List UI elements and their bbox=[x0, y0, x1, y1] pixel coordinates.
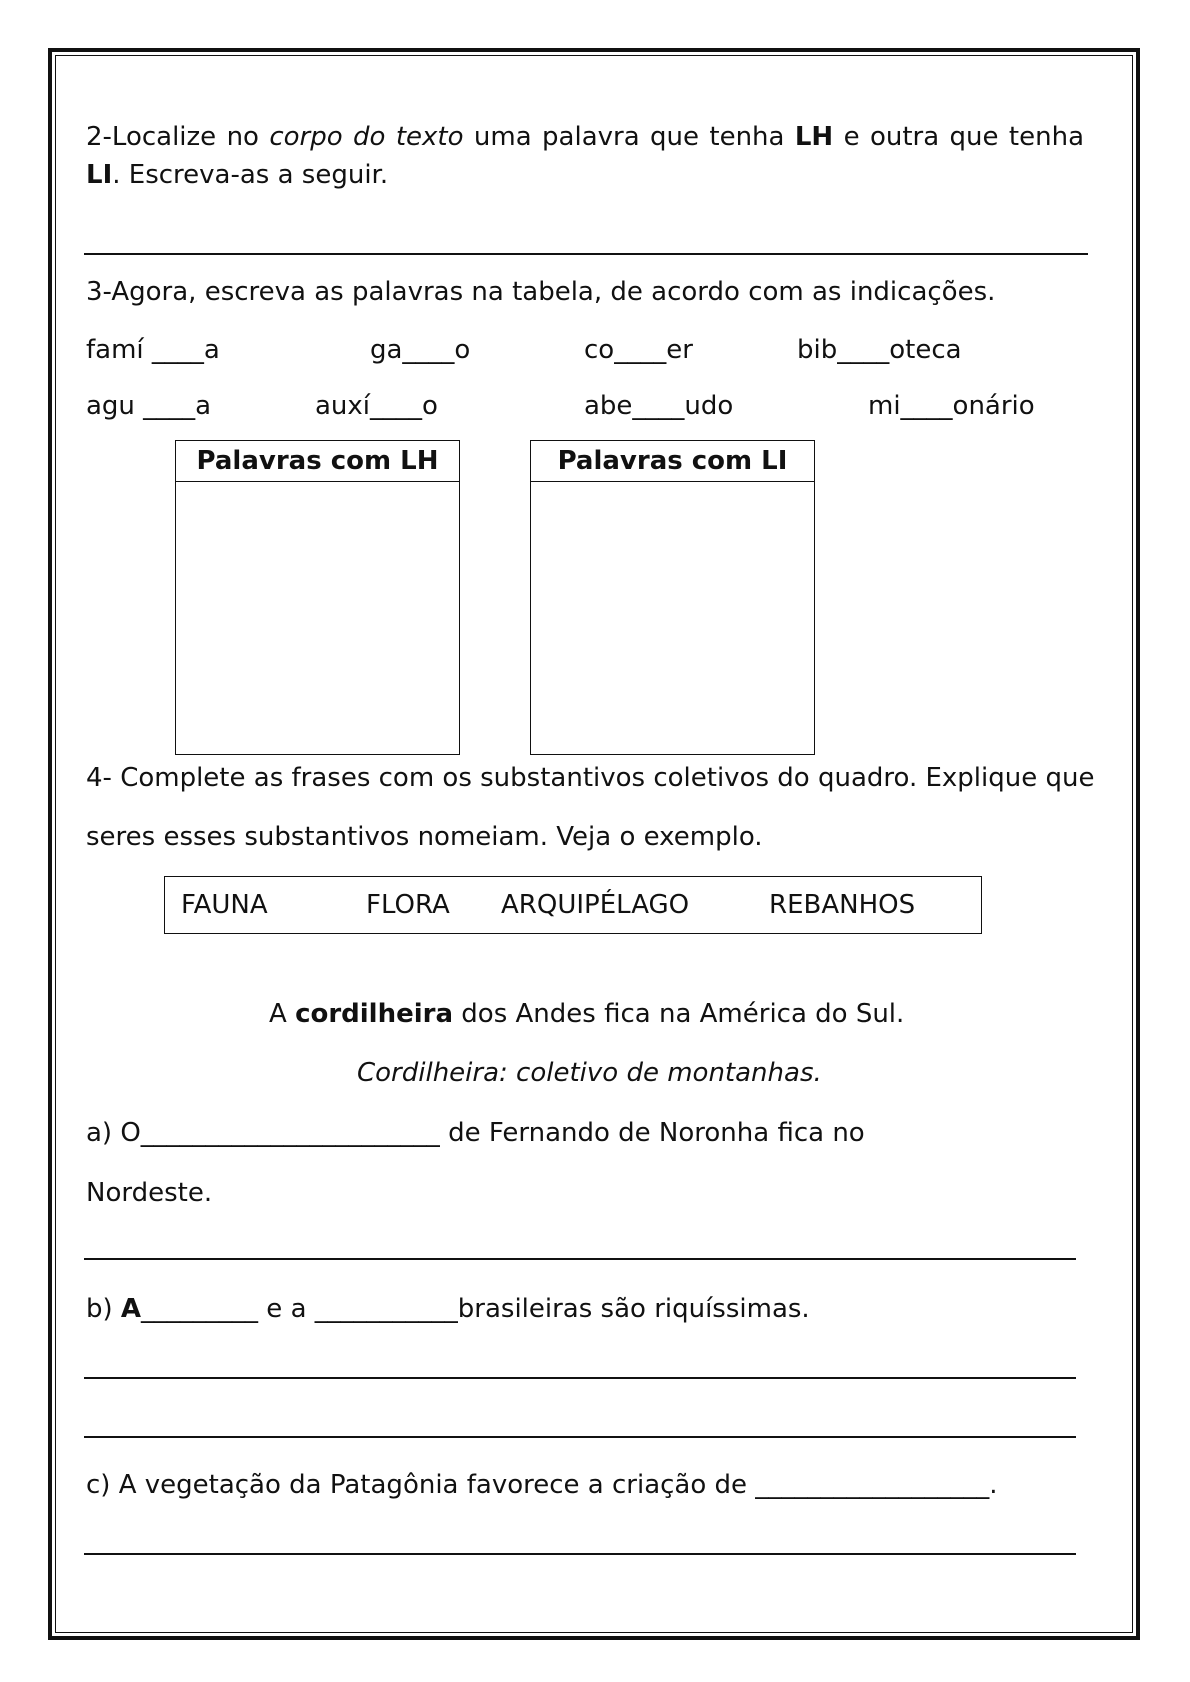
table-li[interactable] bbox=[530, 440, 815, 755]
q3-word-1: famí ____a bbox=[86, 335, 220, 365]
q2-line2 bbox=[86, 162, 388, 188]
q2-line1 bbox=[86, 124, 1084, 150]
q2-answer-line[interactable] bbox=[84, 253, 1088, 255]
q3-word-2: ga____o bbox=[370, 335, 471, 365]
q4-c-answer-line[interactable] bbox=[84, 1553, 1076, 1555]
q2-text-rest: . Escreva-as a seguir. bbox=[112, 160, 389, 190]
q2-text-bold-lh: LH bbox=[794, 122, 834, 152]
bank-word-fauna: FAUNA bbox=[181, 890, 268, 920]
q2-text-e: e outra que tenha bbox=[843, 122, 1084, 152]
example-sentence bbox=[269, 1001, 904, 1027]
q4-b bbox=[86, 1296, 810, 1322]
q4-b-answer-line-1[interactable] bbox=[84, 1377, 1076, 1379]
table-lh[interactable] bbox=[175, 440, 460, 755]
example-pre: A bbox=[269, 999, 287, 1029]
q4-c: c) A vegetação da Patagônia favorece a criação de __________________. bbox=[86, 1470, 998, 1500]
q4-a-line2: Nordeste. bbox=[86, 1178, 213, 1208]
bank-word-flora: FLORA bbox=[366, 890, 450, 920]
q4-b-pre: b) bbox=[86, 1294, 121, 1324]
q2-text-italic: corpo do texto bbox=[269, 122, 464, 152]
q3-word-4: bib____oteca bbox=[797, 335, 962, 365]
q4-a-line1: a) O_______________________ de Fernando de Noronha fica no bbox=[86, 1118, 865, 1148]
table-li-header: Palavras com LI bbox=[531, 441, 814, 482]
example-post: dos Andes fica na América do Sul. bbox=[461, 999, 905, 1029]
q3-prompt: 3-Agora, escreva as palavras na tabela, de acordo com as indicações. bbox=[86, 277, 996, 307]
q4-a-answer-line[interactable] bbox=[84, 1258, 1076, 1260]
q4-b-post: _________ e a ___________brasileiras são riquíssimas. bbox=[141, 1294, 810, 1324]
q2-text-c: uma palavra que tenha bbox=[473, 122, 785, 152]
q4-b-answer-line-2[interactable] bbox=[84, 1436, 1076, 1438]
q3-word-7: abe____udo bbox=[584, 391, 734, 421]
example-explanation bbox=[357, 1060, 822, 1086]
q2-text-bold-li: LI bbox=[86, 160, 113, 190]
table-lh-header: Palavras com LH bbox=[176, 441, 459, 482]
q3-word-3: co____er bbox=[584, 335, 693, 365]
bank-word-rebanhos: REBANHOS bbox=[769, 890, 916, 920]
q3-word-8: mi____onário bbox=[868, 391, 1035, 421]
q3-word-5: agu ____a bbox=[86, 391, 212, 421]
bank-word-arquipelago: ARQUIPÉLAGO bbox=[501, 890, 690, 920]
q4-line2: seres esses substantivos nomeiam. Veja o exemplo. bbox=[86, 822, 763, 852]
example-explanation-text: Cordilheira: coletivo de montanhas. bbox=[357, 1058, 822, 1088]
q2-text-a: 2-Localize no bbox=[86, 122, 259, 152]
example-bold: cordilheira bbox=[295, 999, 454, 1029]
q4-b-bold: A bbox=[120, 1294, 142, 1324]
q4-line1: 4- Complete as frases com os substantivos coletivos do quadro. Explique que bbox=[86, 763, 1095, 793]
word-bank bbox=[164, 876, 982, 934]
q3-word-6: auxí____o bbox=[315, 391, 438, 421]
